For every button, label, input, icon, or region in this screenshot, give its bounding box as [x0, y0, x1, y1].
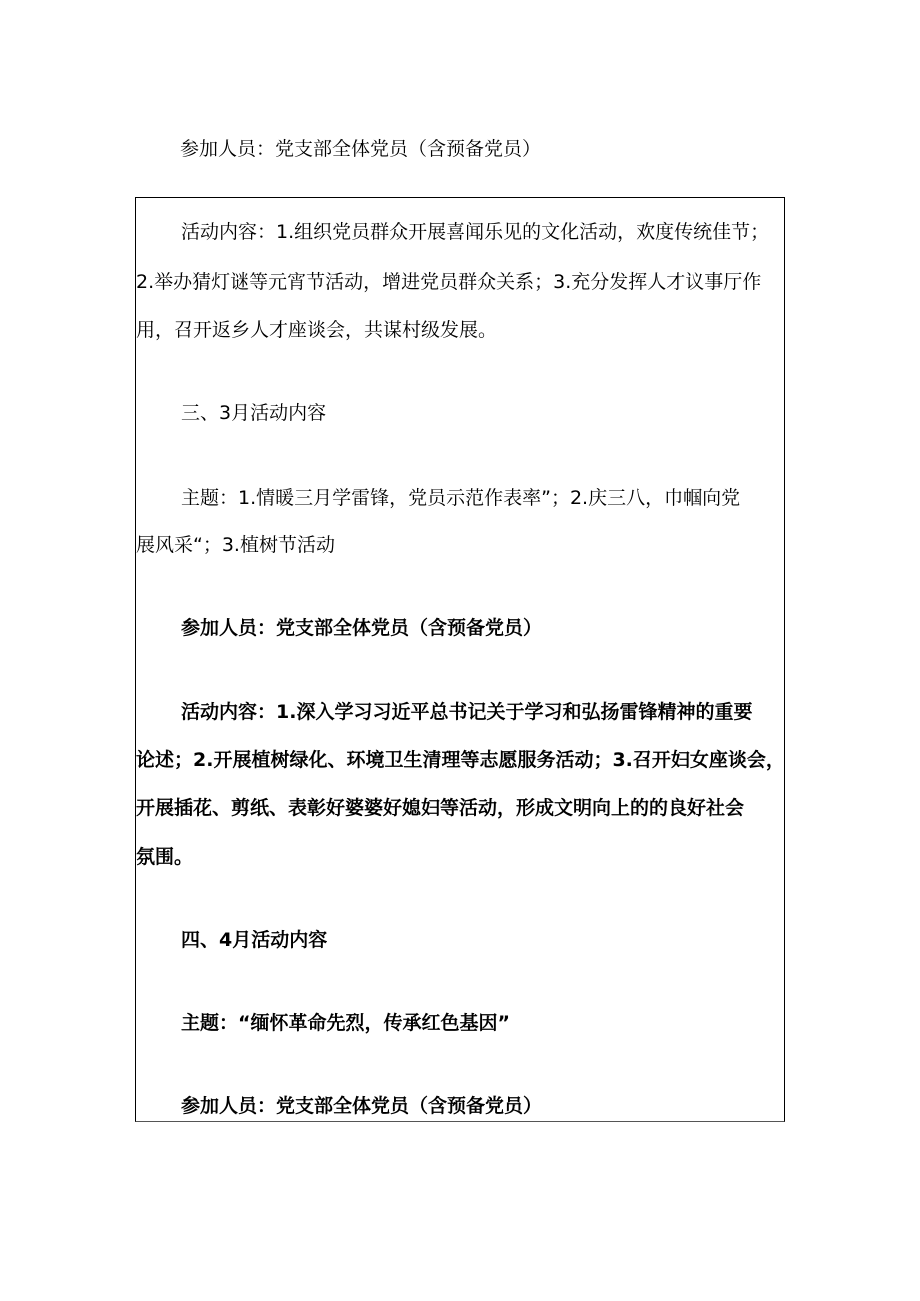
march-theme-line-2: 展风采“；3.植树节活动 — [136, 534, 335, 556]
april-participants: 参加人员：党支部全体党员（含预备党员） — [181, 1095, 543, 1117]
march-theme-line-1: 主题：1.情暖三月学雷锋，党员示范作表率”；2.庆三八，巾帼向党 — [181, 487, 741, 509]
participants-line: 参加人员：党支部全体党员（含预备党员） — [180, 138, 542, 160]
march-heading: 三、3月活动内容 — [181, 402, 327, 424]
feb-activity-line-1: 活动内容：1.组织党员群众开展喜闻乐见的文化活动，欢度传统佳节； — [181, 221, 770, 243]
feb-activity-line-3: 用，召开返乡人才座谈会，共谋村级发展。 — [136, 319, 498, 341]
cell-content — [136, 198, 784, 1121]
march-activity-line-4: 氛围。 — [136, 846, 194, 868]
march-activity-line-3: 开展插花、剪纸、表彰好婆婆好媳妇等活动，形成文明向上的的良好社会 — [136, 797, 745, 819]
april-heading: 四、4月活动内容 — [181, 929, 328, 951]
march-activity-line-2: 论述；2.开展植树绿化、环境卫生清理等志愿服务活动；3.召开妇女座谈会， — [136, 749, 785, 771]
april-theme: 主题：“缅怀革命先烈，传承红色基因” — [181, 1012, 510, 1034]
march-participants: 参加人员：党支部全体党员（含预备党员） — [181, 617, 543, 639]
feb-activity-line-2: 2.举办猜灯谜等元宵节活动，增进党员群众关系；3.充分发挥人才议事厅作 — [136, 271, 762, 293]
content-table-cell — [135, 197, 785, 1122]
march-activity-line-1: 活动内容：1.深入学习习近平总书记关于学习和弘扬雷锋精神的重要 — [181, 701, 753, 723]
